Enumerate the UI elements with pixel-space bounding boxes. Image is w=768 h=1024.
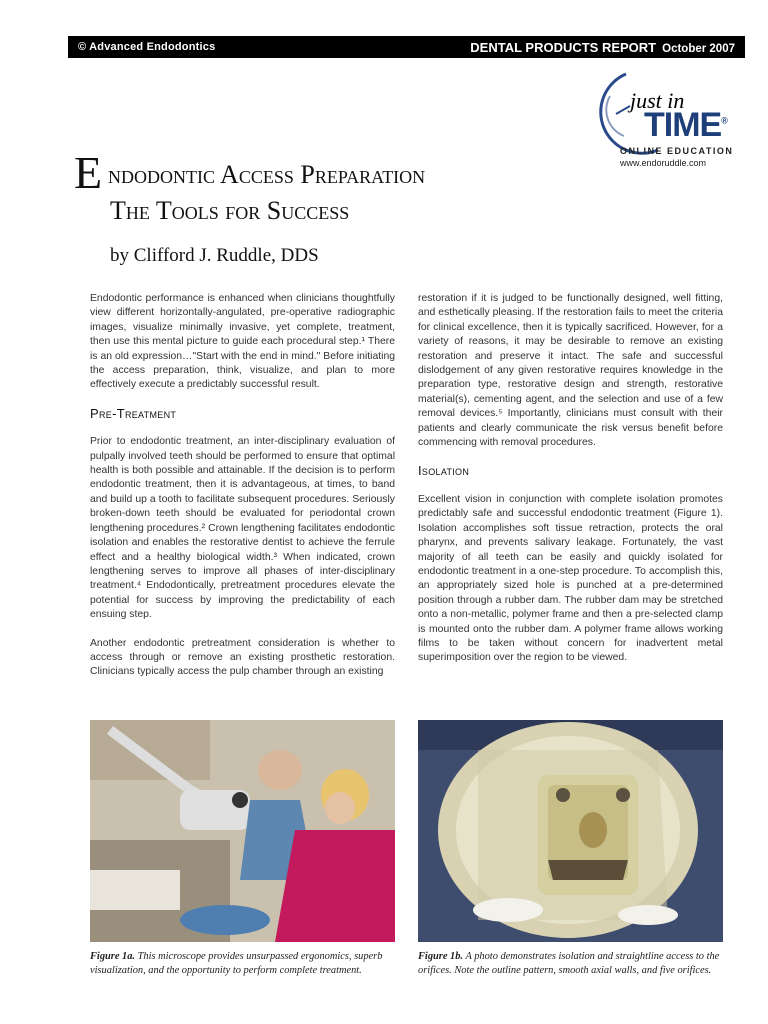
figure-1a-label: Figure 1a. <box>90 951 136 962</box>
figure-1a-caption <box>90 950 395 978</box>
tooth-access-image <box>418 720 723 942</box>
right-column <box>418 292 723 680</box>
title-line-2: The Tools for Success <box>110 196 350 225</box>
section-heading-isolation: Isolation <box>418 463 470 479</box>
just-in-time-logo <box>580 66 748 174</box>
isolation-paragraph: Excellent vision in conjunction with complete isolation promotes predictably safe and successful endodontic treatment (Figure 1). Isolation accomplishes soft tissue retraction, protects the oral pharynx, and prevents salivary leakage. Fortunately, the vast majority of all teeth can be easily and quickly isolated for endodontic treatment in a one-step procedure. To accomplish this, an appropriately sized hole is punched at a pre-determined position through a rubber dam. The rubber dam may be stretched onto a non-metallic, polymer frame and then a pre-selected clamp is mounted onto the rubber dam. A polymer frame allows working films to be taken without concern for inadvertent metal superimposition over the region to be viewed. <box>418 493 723 664</box>
header-copyright: © Advanced Endodontics <box>78 41 216 53</box>
intro-paragraph: Endodontic performance is enhanced when clinicians thoughtfully view different horizontally-angulated, pre-operative radiographic images, visualize minimally invasive, yet complete, treatment, then use this mental picture to guide each procedural step.¹ There is an old expression…"Start with the end in mind." Before initiating the access preparation, think, visualize, and plan to more effectively execute a predictably successful result. <box>90 293 395 391</box>
pretreatment-paragraph-2: Another endodontic pretreatment consideration is whether to access through or remove an existing prosthetic restoration. Clinicians typically access the pulp chamber through an existing <box>90 637 395 678</box>
microscope-operatory-image <box>90 720 395 942</box>
registered-mark: ® <box>721 115 727 126</box>
restoration-paragraph: restoration if it is judged to be functionally designed, well fitting, and esthetically pleasing. If the restoration fails to meet the criteria for clinical excellence, then it is typically sacrificed. However, for a variety of reasons, it may be desirable to remove an existing restoration and preserve it intact. The safe and successful dislodgement of any given restorative requires knowledge in the preparation type, restorative design and strength, restorative material(s), cementing agent, and the selection and use of a few removal devices.⁵ Importantly, clinicians must consult with their patients and clearly communicate the risk versus benefit before commencing with removal procedures. <box>418 293 723 449</box>
pretreatment-paragraph-1: Prior to endodontic treatment, an inter-disciplinary evaluation of pulpally involved teeth should be performed to ensure that optimal health is both possible and attainable. If the decision is to perform endodontic treatment, then it is advantageous, at times, to band and build up a tooth to facilitate subsequent procedures. Seriously broken-down teeth should be evaluated for periodontal crown lengthening procedures.² Crown lengthening facilitates endodontic isolation and enables the restorative dentist to achieve the ferrule effect and a healthy biological width.³ When indicated, crown lengthening serves to improve all phases of inter-disciplinary treatment.⁴ Endodontically, pretreatment procedures elevate the potential for success by improving the predictability of each ensuing step. <box>90 436 395 621</box>
logo-website: www.endoruddle.com <box>620 158 707 168</box>
author-byline: by Clifford J. Ruddle, DDS <box>110 245 319 266</box>
logo-online-education: ONLINE EDUCATION <box>620 146 734 156</box>
figure-1b-text: A photo demonstrates isolation and straightline access to the orifices. Note the outline pattern, smooth axial walls, and five orifices. <box>418 951 720 976</box>
header-bar <box>68 36 745 58</box>
left-column <box>90 292 395 694</box>
title-line-1: ndodontic Access Preparation <box>108 160 426 189</box>
header-publication <box>470 40 735 55</box>
logo-time-text: TIME <box>644 106 722 144</box>
figure-1b-label: Figure 1b. <box>418 951 464 962</box>
figure-1a-photo <box>90 720 395 942</box>
publication-date: October 2007 <box>662 42 735 55</box>
section-heading-pre-treatment: Pre-Treatment <box>90 405 177 421</box>
logo-just-in: just in <box>630 88 685 113</box>
title-initial: E <box>74 147 103 198</box>
figure-1b-photo <box>418 720 723 942</box>
figure-1b-caption <box>418 950 723 978</box>
figure-1a-text: This microscope provides unsurpassed ergonomics, superb visualization, and the opportunity to perform complete treatment. <box>90 951 383 976</box>
logo-time <box>644 106 727 145</box>
publication-name: DENTAL PRODUCTS REPORT <box>470 39 657 55</box>
